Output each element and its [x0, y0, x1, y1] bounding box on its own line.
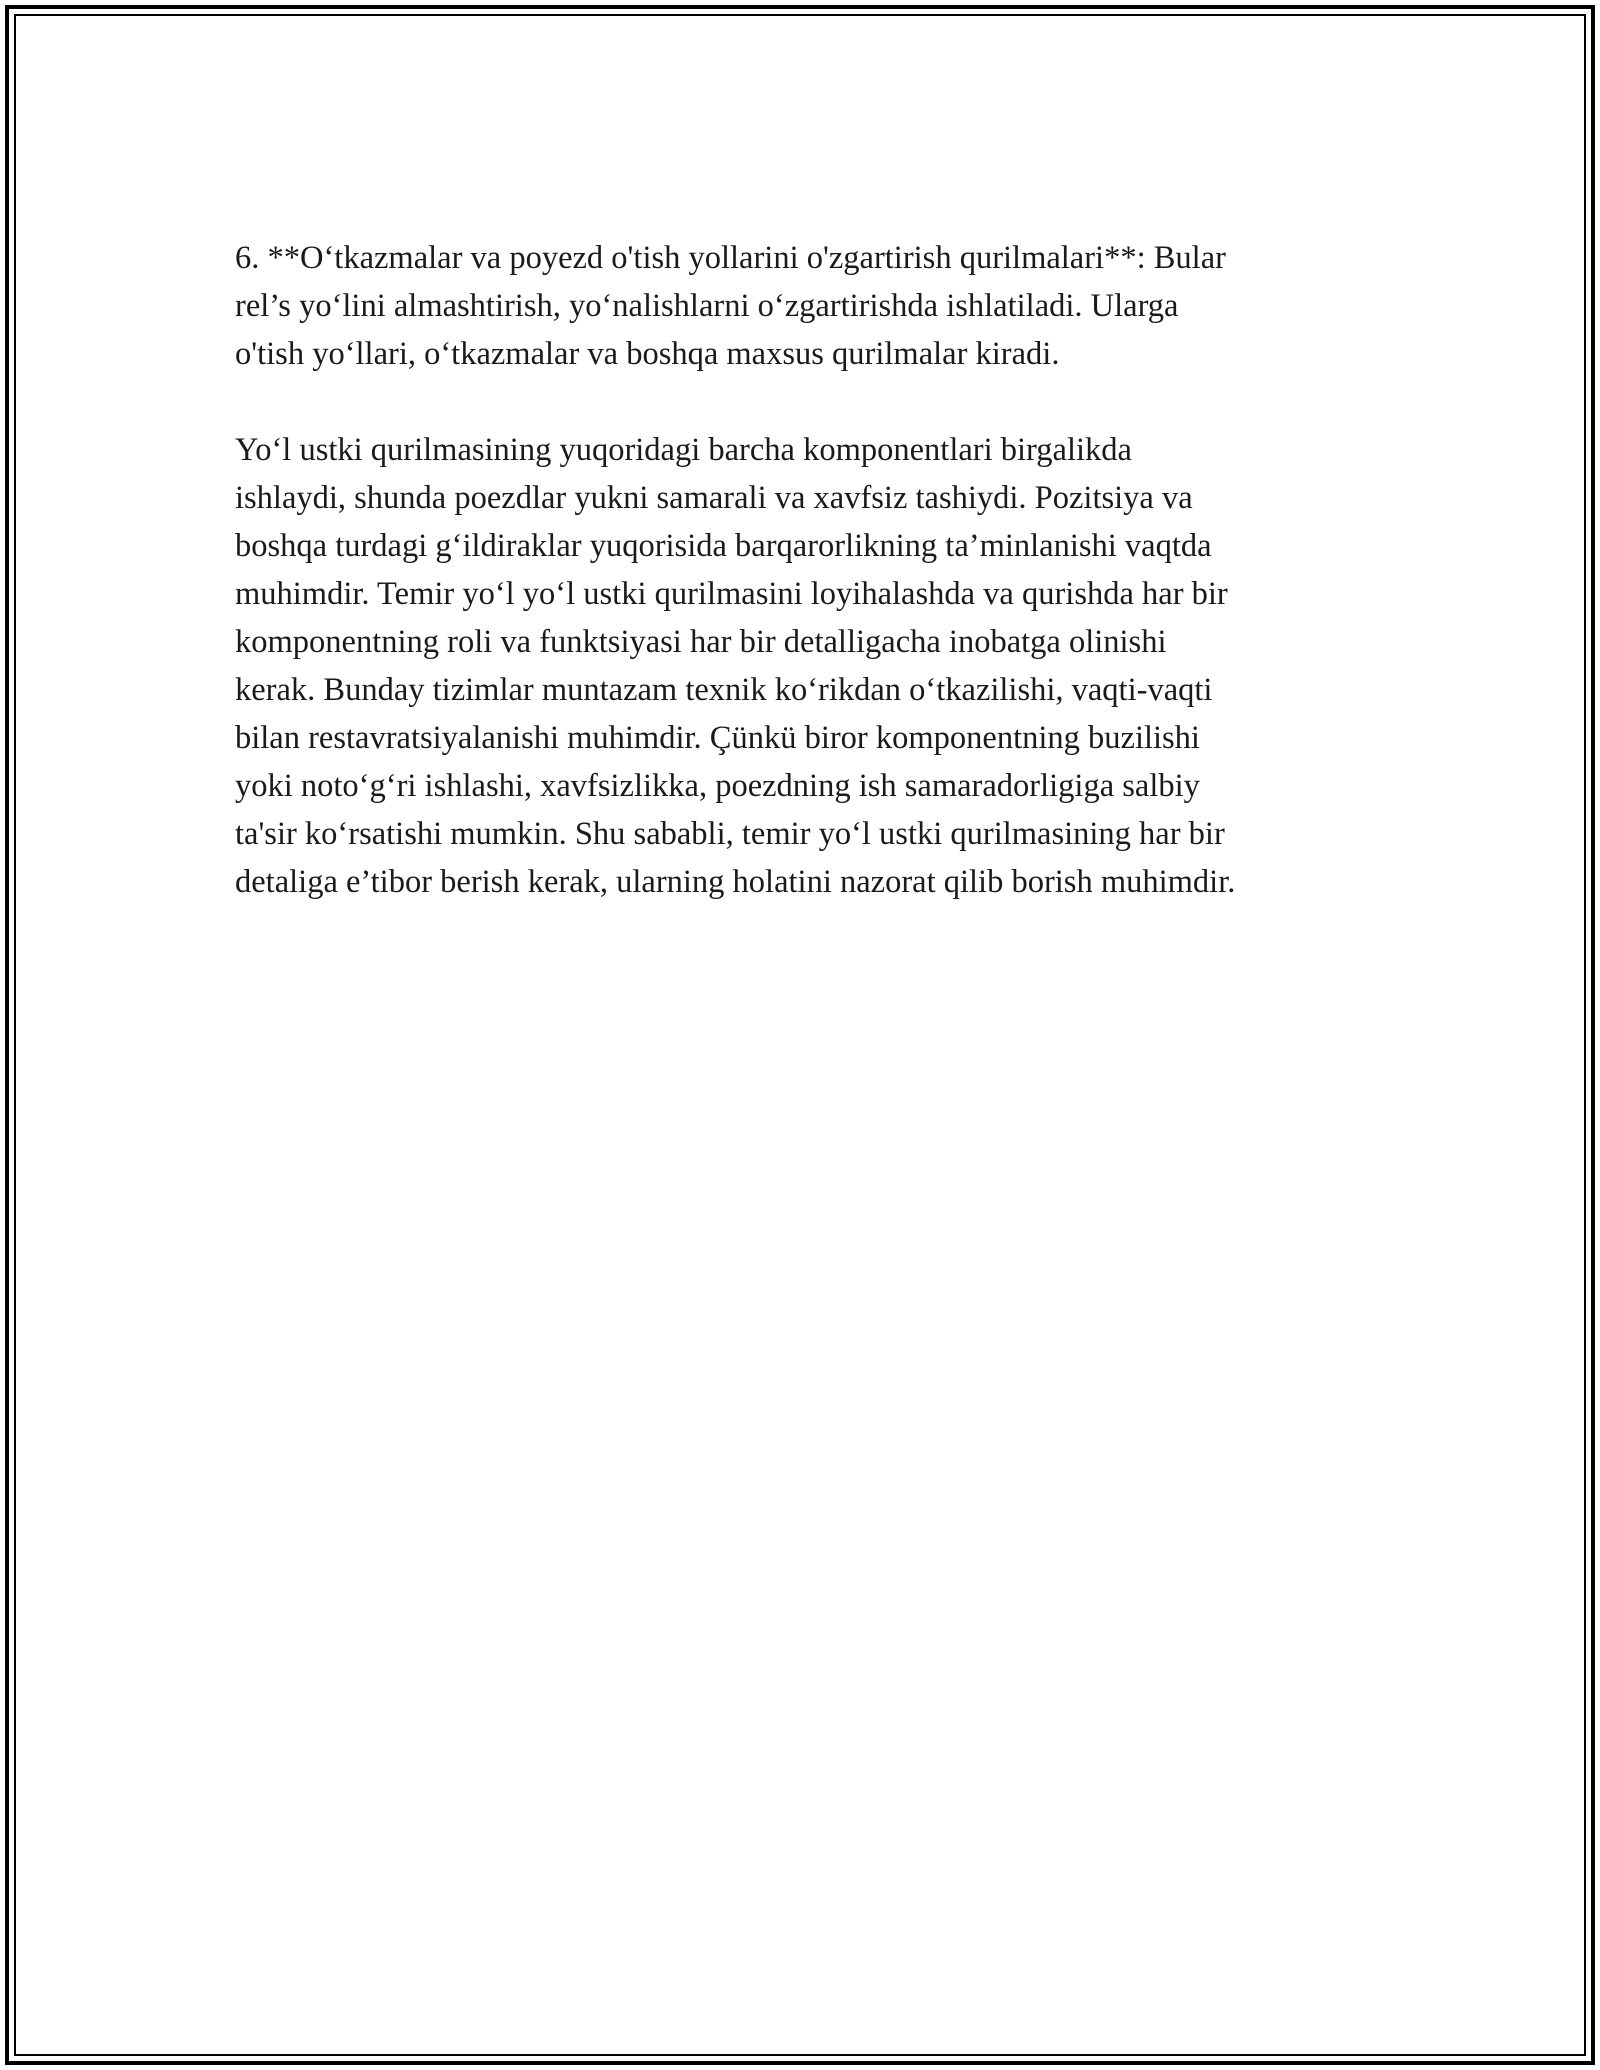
text-line: boshqa turdagi g‘ildiraklar yuqorisida barqarorlikning ta’minlanishi vaqtda	[235, 528, 1212, 564]
paragraph-summary	[235, 426, 1395, 906]
text-line: detaliga e’tibor berish kerak, ularning holatini nazorat qilib borish muhimdir.	[235, 864, 1236, 900]
document-body	[235, 234, 1395, 954]
paragraph-switches	[235, 234, 1395, 378]
text-line: Yo‘l ustki qurilmasining yuqoridagi barcha komponentlari birgalikda	[235, 432, 1132, 468]
text-line: o'tish yo‘llari, o‘tkazmalar va boshqa maxsus qurilmalar kiradi.	[235, 336, 1060, 372]
text-line: 6. **O‘tkazmalar va poyezd o'tish yollarini o'zgartirish qurilmalari**: Bular	[235, 240, 1226, 276]
text-line: bilan restavratsiyalanishi muhimdir. Çünkü biror komponentning buzilishi	[235, 720, 1200, 756]
text-line: rel’s yo‘lini almashtirish, yo‘nalishlarni o‘zgartirishda ishlatiladi. Ularga	[235, 288, 1179, 324]
text-line: yoki noto‘g‘ri ishlashi, xavfsizlikka, poezdning ish samaradorligiga salbiy	[235, 768, 1200, 804]
text-line: komponentning roli va funktsiyasi har bir detalligacha inobatga olinishi	[235, 624, 1167, 660]
text-line: ishlaydi, shunda poezdlar yukni samarali va xavfsiz tashiydi. Pozitsiya va	[235, 480, 1193, 516]
text-line: ta'sir ko‘rsatishi mumkin. Shu sababli, temir yo‘l ustki qurilmasining har bir	[235, 816, 1225, 852]
text-line: muhimdir. Temir yo‘l yo‘l ustki qurilmasini loyihalashda va qurishda har bir	[235, 576, 1228, 612]
text-line: kerak. Bunday tizimlar muntazam texnik ko‘rikdan o‘tkazilishi, vaqti-vaqti	[235, 672, 1213, 708]
